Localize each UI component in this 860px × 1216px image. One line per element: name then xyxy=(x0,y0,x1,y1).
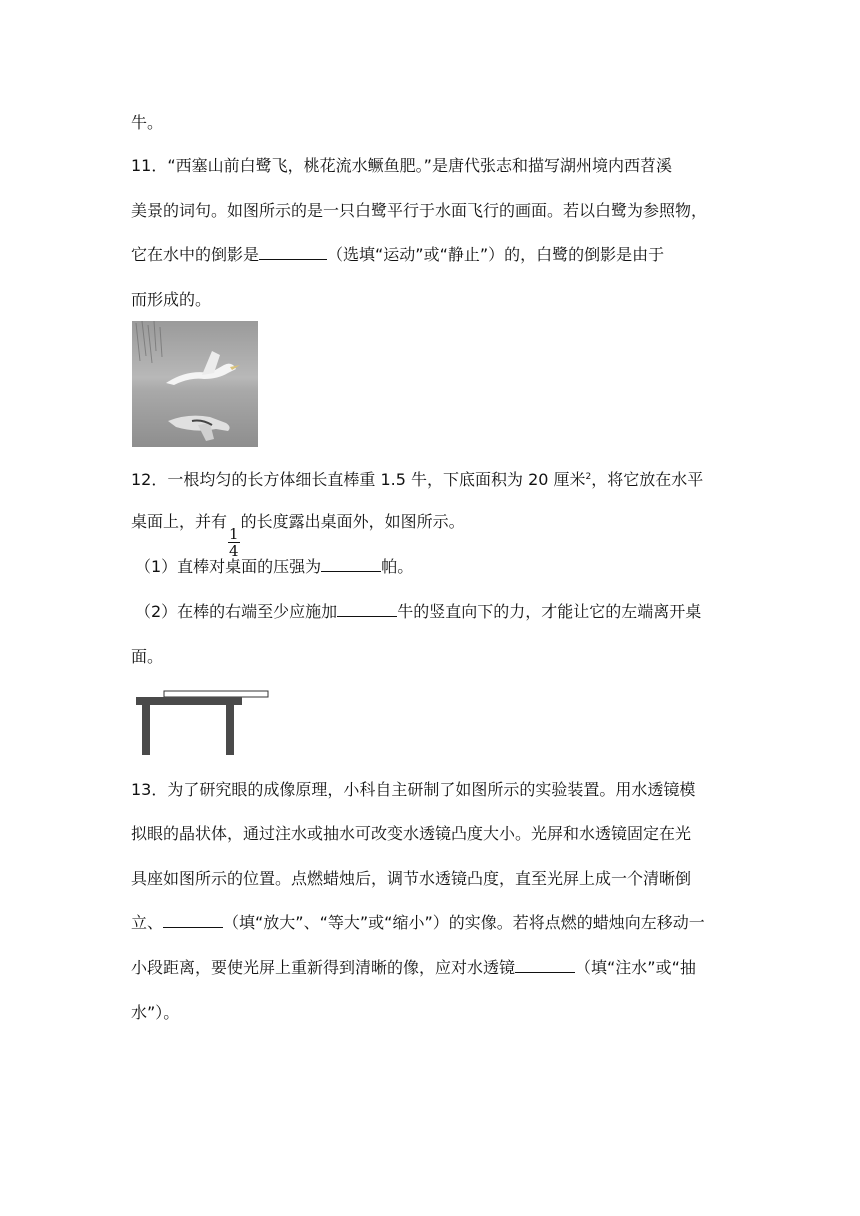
q12-part-1 xyxy=(135,557,413,577)
q13-line-6: 水”）。 xyxy=(131,1003,180,1022)
q12-line-1-text-b: ，将它放在水平 xyxy=(591,470,704,489)
q13-line-4 xyxy=(131,913,705,933)
q11-line-4: 而形成的。 xyxy=(131,290,212,309)
q13-line-4-text-a: 立、 xyxy=(131,913,164,932)
q12-part-2-end: 面。 xyxy=(131,647,164,666)
fraction-one-quarter xyxy=(228,526,240,559)
q12-part-1-text-a: （1）直棒对桌面的压强为 xyxy=(135,557,322,576)
q12-line-1 xyxy=(131,467,703,490)
q13-line-3: 具座如图所示的位置。点燃蜡烛后，调节水透镜凸度，直至光屏上成一个清晰倒 xyxy=(131,869,692,888)
fraction-numerator: 1 xyxy=(229,525,239,543)
answer-blank-12-1[interactable] xyxy=(321,557,381,572)
q11-line-3 xyxy=(131,245,664,265)
q10-tail: 牛。 xyxy=(131,113,164,132)
table-rod-diagram xyxy=(134,688,274,758)
answer-blank-13-1[interactable] xyxy=(163,913,223,928)
area-unit-exponent: 2 xyxy=(585,472,592,482)
q12-line-2-text-b: 的长度露出桌面外，如图所示。 xyxy=(240,512,465,531)
q12-line-2-text-a: 桌面上，并有 xyxy=(131,512,228,531)
fraction-denominator: 4 xyxy=(229,542,239,560)
answer-blank-13-2[interactable] xyxy=(515,958,575,973)
egret-photo xyxy=(132,321,258,447)
q13-line-2: 拟眼的晶状体，通过注水或抽水可改变水透镜凸度大小。光屏和水透镜固定在光 xyxy=(131,824,692,843)
q12-part-1-text-b: 帕。 xyxy=(381,557,414,576)
q11-line-2: 美景的词句。如图所示的是一只白鹭平行于水面飞行的画面。若以白鹭为参照物， xyxy=(131,201,708,220)
answer-blank-12-2[interactable] xyxy=(337,602,397,617)
q11-line-1: 11．“西塞山前白鹭飞，桃花流水鳜鱼肥。”是唐代张志和描写湖州境内西苕溪 xyxy=(131,156,672,175)
q13-line-5-text-a: 小段距离，要使光屏上重新得到清晰的像，应对水透镜 xyxy=(131,958,516,977)
q13-line-4-text-b: （填“放大”、“等大”或“缩小”）的实像。若将点燃的蜡烛向左移动一 xyxy=(223,913,705,932)
q13-line-5 xyxy=(131,958,696,978)
q12-part-2 xyxy=(135,602,701,622)
q12-line-1-text-a: 12．一根均匀的长方体细长直棒重 1.5 牛，下底面积为 20 厘米 xyxy=(131,470,586,489)
q13-line-5-text-b: （填“注水”或“抽 xyxy=(575,958,696,977)
q11-line-3-text-a: 它在水中的倒影是 xyxy=(131,245,260,264)
q12-part-2-text-a: （2）在棒的右端至少应施加 xyxy=(135,602,338,621)
answer-blank-11-1[interactable] xyxy=(259,245,327,260)
q13-line-1: 13．为了研究眼的成像原理，小科自主研制了如图所示的实验装置。用水透镜模 xyxy=(131,780,696,799)
q11-line-3-text-b: （选填“运动”或“静止”）的，白鹭的倒影是由于 xyxy=(327,245,665,264)
q12-line-2 xyxy=(131,512,465,559)
q12-part-2-text-b: 牛的竖直向下的力，才能让它的左端离开桌 xyxy=(397,602,702,621)
